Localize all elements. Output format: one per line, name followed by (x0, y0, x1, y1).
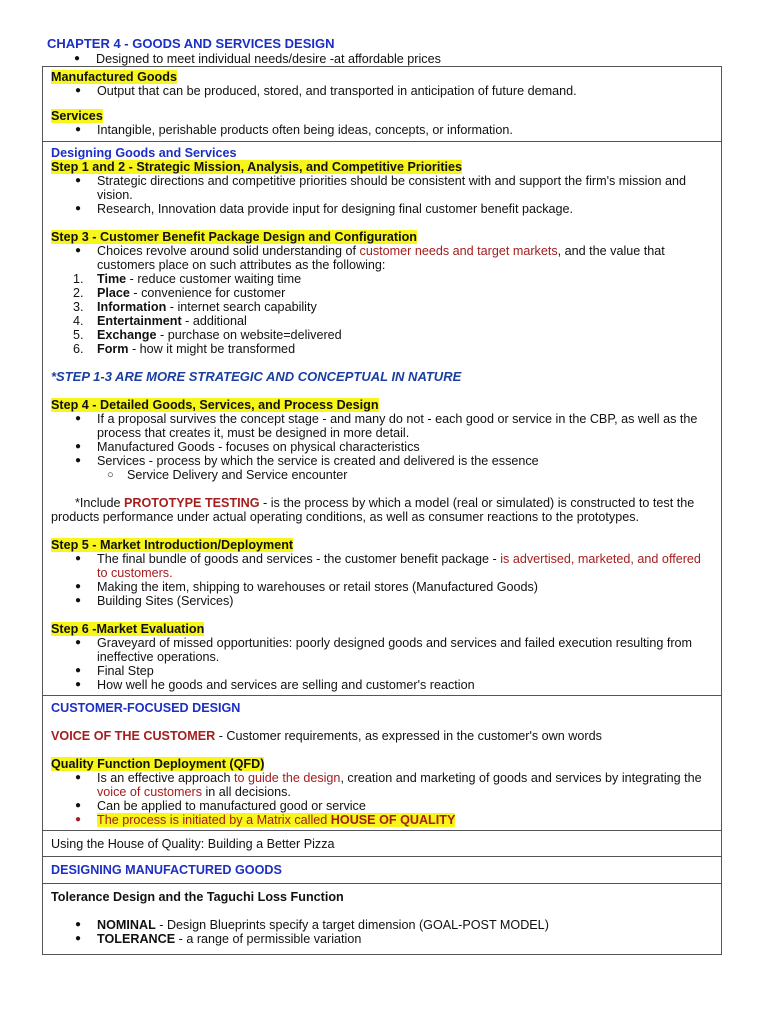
list-item: ● Final Step (67, 664, 713, 678)
text-run: Choices revolve around solid understanding of (97, 244, 360, 258)
item-number: 6. (73, 342, 84, 356)
attribute-term: Form (97, 342, 129, 356)
list-item: ● Output that can be produced, stored, and transported in anticipation of future demand. (67, 84, 713, 98)
text-run: - a range of permissible variation (175, 932, 362, 946)
item-number: 5. (73, 328, 84, 342)
text-run: , creation and marketing of goods and services by integrating the (340, 771, 702, 785)
attribute-term: Exchange (97, 328, 157, 342)
attribute-desc: - how it might be transformed (128, 342, 296, 356)
qfd-heading: Quality Function Deployment (QFD) (51, 757, 265, 771)
list-item: ● Intangible, perishable products often being ideas, concepts, or information. (67, 123, 713, 137)
voice-of-customer-line (51, 729, 713, 743)
list-item: ● Can be applied to manufactured good or service (67, 799, 713, 813)
attribute-item (73, 328, 713, 342)
text-run: - Customer requirements, as expressed in the customer's own words (215, 729, 602, 743)
intro-list (42, 52, 722, 66)
tolerance-design-heading: Tolerance Design and the Taguchi Loss Function (51, 890, 344, 904)
text-run: - is the process by which a model (real or simulated) is (259, 496, 567, 510)
step-6-heading: Step 6 -Market Evaluation (51, 622, 205, 636)
section-designing-goods (42, 141, 722, 695)
highlighted-phrase: voice of customers (97, 785, 202, 799)
item-number: 3. (73, 300, 84, 314)
highlighted-phrase: is advertised, marketed, and offered to customers. (97, 552, 701, 580)
text-run: , and the value that customers place on such attributes as the following: (97, 244, 665, 272)
attribute-item (73, 300, 713, 314)
section-designing-manufactured (42, 856, 722, 883)
step-4-heading: Step 4 - Detailed Goods, Services, and Process Design (51, 398, 379, 412)
prototype-paragraph (51, 496, 713, 524)
list-item: ● Services - process by which the service is created and delivered is the essence (67, 454, 713, 468)
text-run: constructed to test the products performance under actual operating conditions, as well as consumer reactions to the prototypes. (51, 496, 695, 524)
voice-of-customer-term: VOICE OF THE CUSTOMER (51, 729, 216, 743)
intro-item: ● Designed to meet individual needs/desire -at affordable prices (66, 52, 722, 66)
list-item (67, 918, 713, 932)
attribute-desc: - additional (181, 314, 247, 328)
item-number: 1. (73, 272, 84, 286)
attribute-item (73, 342, 713, 356)
highlighted-phrase: to guide the design (234, 771, 341, 785)
text-run: The final bundle of goods and services - the customer benefit package - (97, 552, 501, 566)
section-tolerance-design (42, 883, 722, 955)
tolerance-term: TOLERANCE (97, 932, 176, 946)
attribute-term: Time (97, 272, 127, 286)
designing-goods-heading: Designing Goods and Services (51, 146, 237, 160)
document-page (42, 28, 722, 955)
list-item (67, 932, 713, 946)
strategic-note: *STEP 1-3 ARE MORE STRATEGIC AND CONCEPTUAL IN NATURE (51, 369, 462, 384)
attribute-desc: - purchase on website=delivered (156, 328, 342, 342)
step-1-2-heading: Step 1 and 2 - Strategic Mission, Analysis, and Competitive Priorities (51, 160, 463, 174)
list-item (67, 771, 713, 799)
chapter-title: CHAPTER 4 - GOODS AND SERVICES DESIGN (47, 36, 335, 51)
section-house-of-quality (42, 830, 722, 856)
list-item (67, 244, 713, 272)
pizza-example-line: Using the House of Quality: Building a Better Pizza (51, 837, 335, 851)
list-item: ● If a proposal survives the concept stage - and many do not - each good or service in the CBP, as well as the process that creates it, must be designed in more detail. (67, 412, 713, 440)
attribute-list (51, 272, 713, 356)
list-item: ● Building Sites (Services) (67, 594, 713, 608)
attribute-desc: - convenience for customer (129, 286, 286, 300)
section-customer-focused (42, 695, 722, 830)
attribute-item (73, 314, 713, 328)
attribute-term: Place (97, 286, 130, 300)
customer-focused-heading: CUSTOMER-FOCUSED DESIGN (51, 701, 241, 715)
attribute-term: Information (97, 300, 167, 314)
manufactured-goods-heading: Manufactured Goods (51, 70, 177, 84)
text-run: in all decisions. (202, 785, 291, 799)
highlighted-phrase: customer needs and target markets (359, 244, 558, 258)
nominal-term: NOMINAL (97, 918, 156, 932)
attribute-term: Entertainment (97, 314, 182, 328)
attribute-desc: - internet search capability (166, 300, 317, 314)
text-run: Is an effective approach (97, 771, 234, 785)
step-3-heading: Step 3 - Customer Benefit Package Design and Configuration (51, 230, 417, 244)
highlighted-phrase: The process is initiated by a Matrix called (97, 813, 331, 827)
item-number: 2. (73, 286, 84, 300)
list-item: ● How well he goods and services are selling and customer's reaction (67, 678, 713, 692)
text-run: *Include (75, 496, 125, 510)
section-goods-services (42, 66, 722, 141)
services-heading: Services (51, 109, 103, 123)
prototype-testing-term: PROTOTYPE TESTING (124, 496, 260, 510)
list-item: ● Graveyard of missed opportunities: poorly designed goods and services and failed execution resulting from ineffective operations. (67, 636, 713, 664)
text-run: - Design Blueprints specify a target dimension (GOAL-POST MODEL) (155, 918, 549, 932)
list-item: ● Making the item, shipping to warehouses or retail stores (Manufactured Goods) (67, 580, 713, 594)
attribute-item (73, 286, 713, 300)
attribute-desc: - reduce customer waiting time (126, 272, 302, 286)
list-item: ● Research, Innovation data provide input for designing final customer benefit package. (67, 202, 713, 216)
house-of-quality-term: HOUSE OF QUALITY (330, 813, 456, 827)
designing-manufactured-heading: DESIGNING MANUFACTURED GOODS (51, 863, 282, 877)
list-item (67, 552, 713, 580)
list-item: ● Strategic directions and competitive priorities should be consistent with and support the firm's mission and vision. (67, 174, 713, 202)
list-item: ● Manufactured Goods - focuses on physical characteristics (67, 440, 713, 454)
step-5-heading: Step 5 - Market Introduction/Deployment (51, 538, 294, 552)
item-number: 4. (73, 314, 84, 328)
list-item (67, 813, 713, 827)
sub-list-item: ○ Service Delivery and Service encounter (97, 468, 713, 482)
attribute-item (73, 272, 713, 286)
